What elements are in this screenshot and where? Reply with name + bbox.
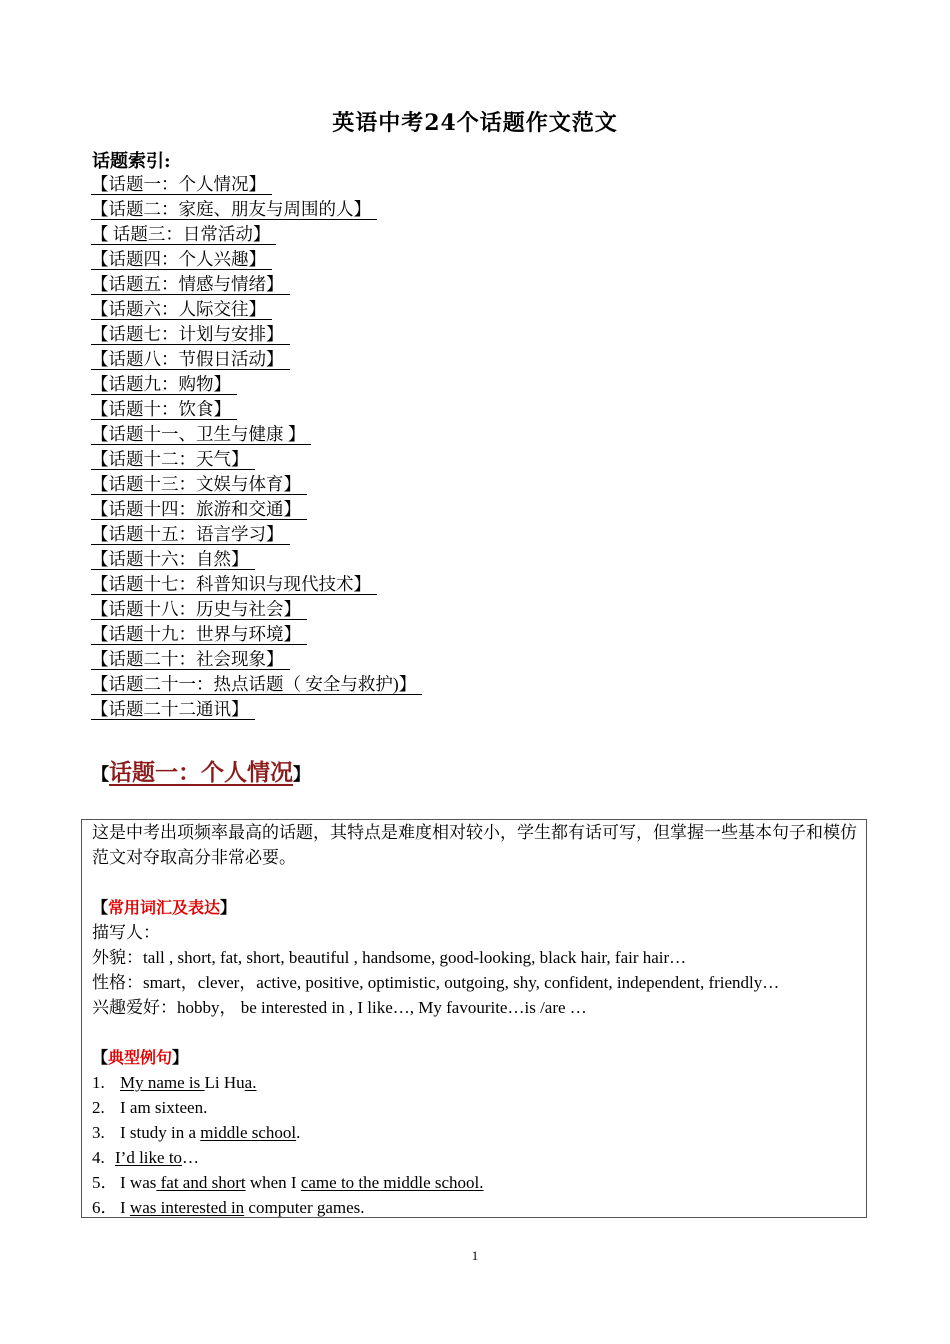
toc-link-topic-1[interactable]: 【话题一：个人情况】 [91,174,272,195]
toc-item [91,447,422,472]
toc-link-topic-2[interactable]: 【话题二：家庭、朋友与周围的人】 [91,199,377,220]
example-sentence [92,1170,858,1195]
example-sentence [92,1120,858,1145]
bracket-open: 【 [92,1048,109,1067]
example-part: a. [244,1073,257,1092]
toc-link-topic-16[interactable]: 【话题十六：自然】 [91,549,255,570]
example-number: 1. [92,1073,105,1092]
section-heading-text: 话题一：个人情况 [109,760,293,786]
toc-link-topic-7[interactable]: 【话题七：计划与安排】 [91,324,290,345]
toc-item [91,547,422,572]
toc-item [91,647,422,672]
bracket-close: 】 [220,898,237,917]
example-part: My name is [120,1073,205,1092]
toc-link-topic-15[interactable]: 【话题十五：语言学习】 [91,524,290,545]
toc-link-topic-14[interactable]: 【话题十四：旅游和交通】 [91,499,307,520]
example-part: Li Hu [204,1073,245,1092]
example-part: … [182,1148,200,1167]
example-number: 4. [92,1148,105,1167]
page-number: 1 [471,1248,479,1263]
example-part: I was [120,1173,157,1192]
example-sentence [92,1070,858,1095]
toc-link-topic-19[interactable]: 【话题十九：世界与环境】 [91,624,307,645]
bracket-open: 【 [92,898,109,917]
toc-item [91,222,422,247]
example-part: was interested in [129,1198,245,1217]
vocab-line: 性格：smart，clever，active, positive, optimistic, outgoing, shy, confident, independent, friendly… [92,973,780,992]
bracket-close: 】 [172,1048,189,1067]
vocab-line: 兴趣爱好：hobby， be interested in , I like…, My favourite…is /are … [92,998,587,1017]
example-number: 5． [92,1173,118,1192]
example-sentence [92,1145,858,1170]
example-number: 2. [92,1098,105,1117]
topic-index-heading: 话题索引: [92,151,171,172]
bracket-close: 】 [293,765,310,785]
toc-item [91,322,422,347]
toc-link-topic-13[interactable]: 【话题十三：文娱与体育】 [91,474,307,495]
example-sentence [92,1095,858,1120]
example-part: . [296,1123,301,1142]
toc-link-topic-11[interactable]: 【话题十一、卫生与健康 】 [91,424,311,445]
toc-link-topic-21[interactable]: 【话题二十一：热点话题（ 安全与救护)】 [91,674,422,695]
toc-item [91,372,422,397]
examples-heading [92,1045,858,1070]
toc-item [91,172,422,197]
spacer [92,870,858,895]
toc-link-topic-3[interactable]: 【 话题三：日常活动】 [91,224,276,245]
toc-item [91,522,422,547]
toc-item [91,572,422,597]
example-number: 6． [92,1198,118,1217]
spacer [92,1020,858,1045]
toc-item [91,347,422,372]
toc-item [91,247,422,272]
topic-content-box [81,819,867,1218]
example-part: I study in a [120,1123,201,1142]
toc-link-topic-18[interactable]: 【话题十八：历史与社会】 [91,599,307,620]
bracket-open: 【 [92,765,109,785]
section-heading-topic-1 [92,754,310,787]
toc-item [91,197,422,222]
toc-link-topic-6[interactable]: 【话题六：人际交往】 [91,299,272,320]
vocab-line: 描写人： [92,923,160,942]
toc-item [91,597,422,622]
example-part: computer games. [244,1198,365,1217]
vocab-line: 外貌：tall , short, fat, short, beautiful , handsome, good-looking, black hair, fair hair… [92,948,687,967]
toc-link-topic-4[interactable]: 【话题四：个人兴趣】 [91,249,272,270]
toc-link-topic-8[interactable]: 【话题八：节假日活动】 [91,349,290,370]
toc-item [91,497,422,522]
toc-link-topic-5[interactable]: 【话题五：情感与情绪】 [91,274,290,295]
vocab-heading [92,895,858,920]
toc-item [91,472,422,497]
example-part: fat and short [156,1173,246,1192]
example-part: I’d like to [115,1148,183,1167]
toc-item [91,272,422,297]
toc-link-topic-12[interactable]: 【话题十二：天气】 [91,449,255,470]
example-number: 3. [92,1123,105,1142]
example-part: I am sixteen. [120,1098,208,1117]
toc-link-topic-9[interactable]: 【话题九：购物】 [91,374,237,395]
example-part: middle school [200,1123,297,1142]
example-sentence [92,1195,858,1220]
vocab-heading-text: 常用词汇及表达 [108,898,221,917]
intro-paragraph: 这是中考出项频率最高的话题，其特点是难度相对较小，学生都有话可写，但掌握一些基本句子和模仿范文对夺取高分非常必要。 [92,823,857,867]
toc-item [91,697,422,722]
toc-item [91,297,422,322]
toc-item [91,622,422,647]
topic-index-list [91,172,422,722]
example-part: came to the middle school. [300,1173,484,1192]
toc-link-topic-22[interactable]: 【话题二十二通讯】 [91,699,255,720]
document-title: 英语中考24个话题作文范文 [332,110,618,136]
example-part: I [120,1198,130,1217]
toc-link-topic-20[interactable]: 【话题二十：社会现象】 [91,649,290,670]
example-part: when I [245,1173,301,1192]
toc-item [91,397,422,422]
examples-heading-text: 典型例句 [108,1048,173,1067]
toc-link-topic-10[interactable]: 【话题十：饮食】 [91,399,237,420]
toc-link-topic-17[interactable]: 【话题十七：科普知识与现代技术】 [91,574,377,595]
toc-item [91,672,422,697]
toc-item [91,422,422,447]
